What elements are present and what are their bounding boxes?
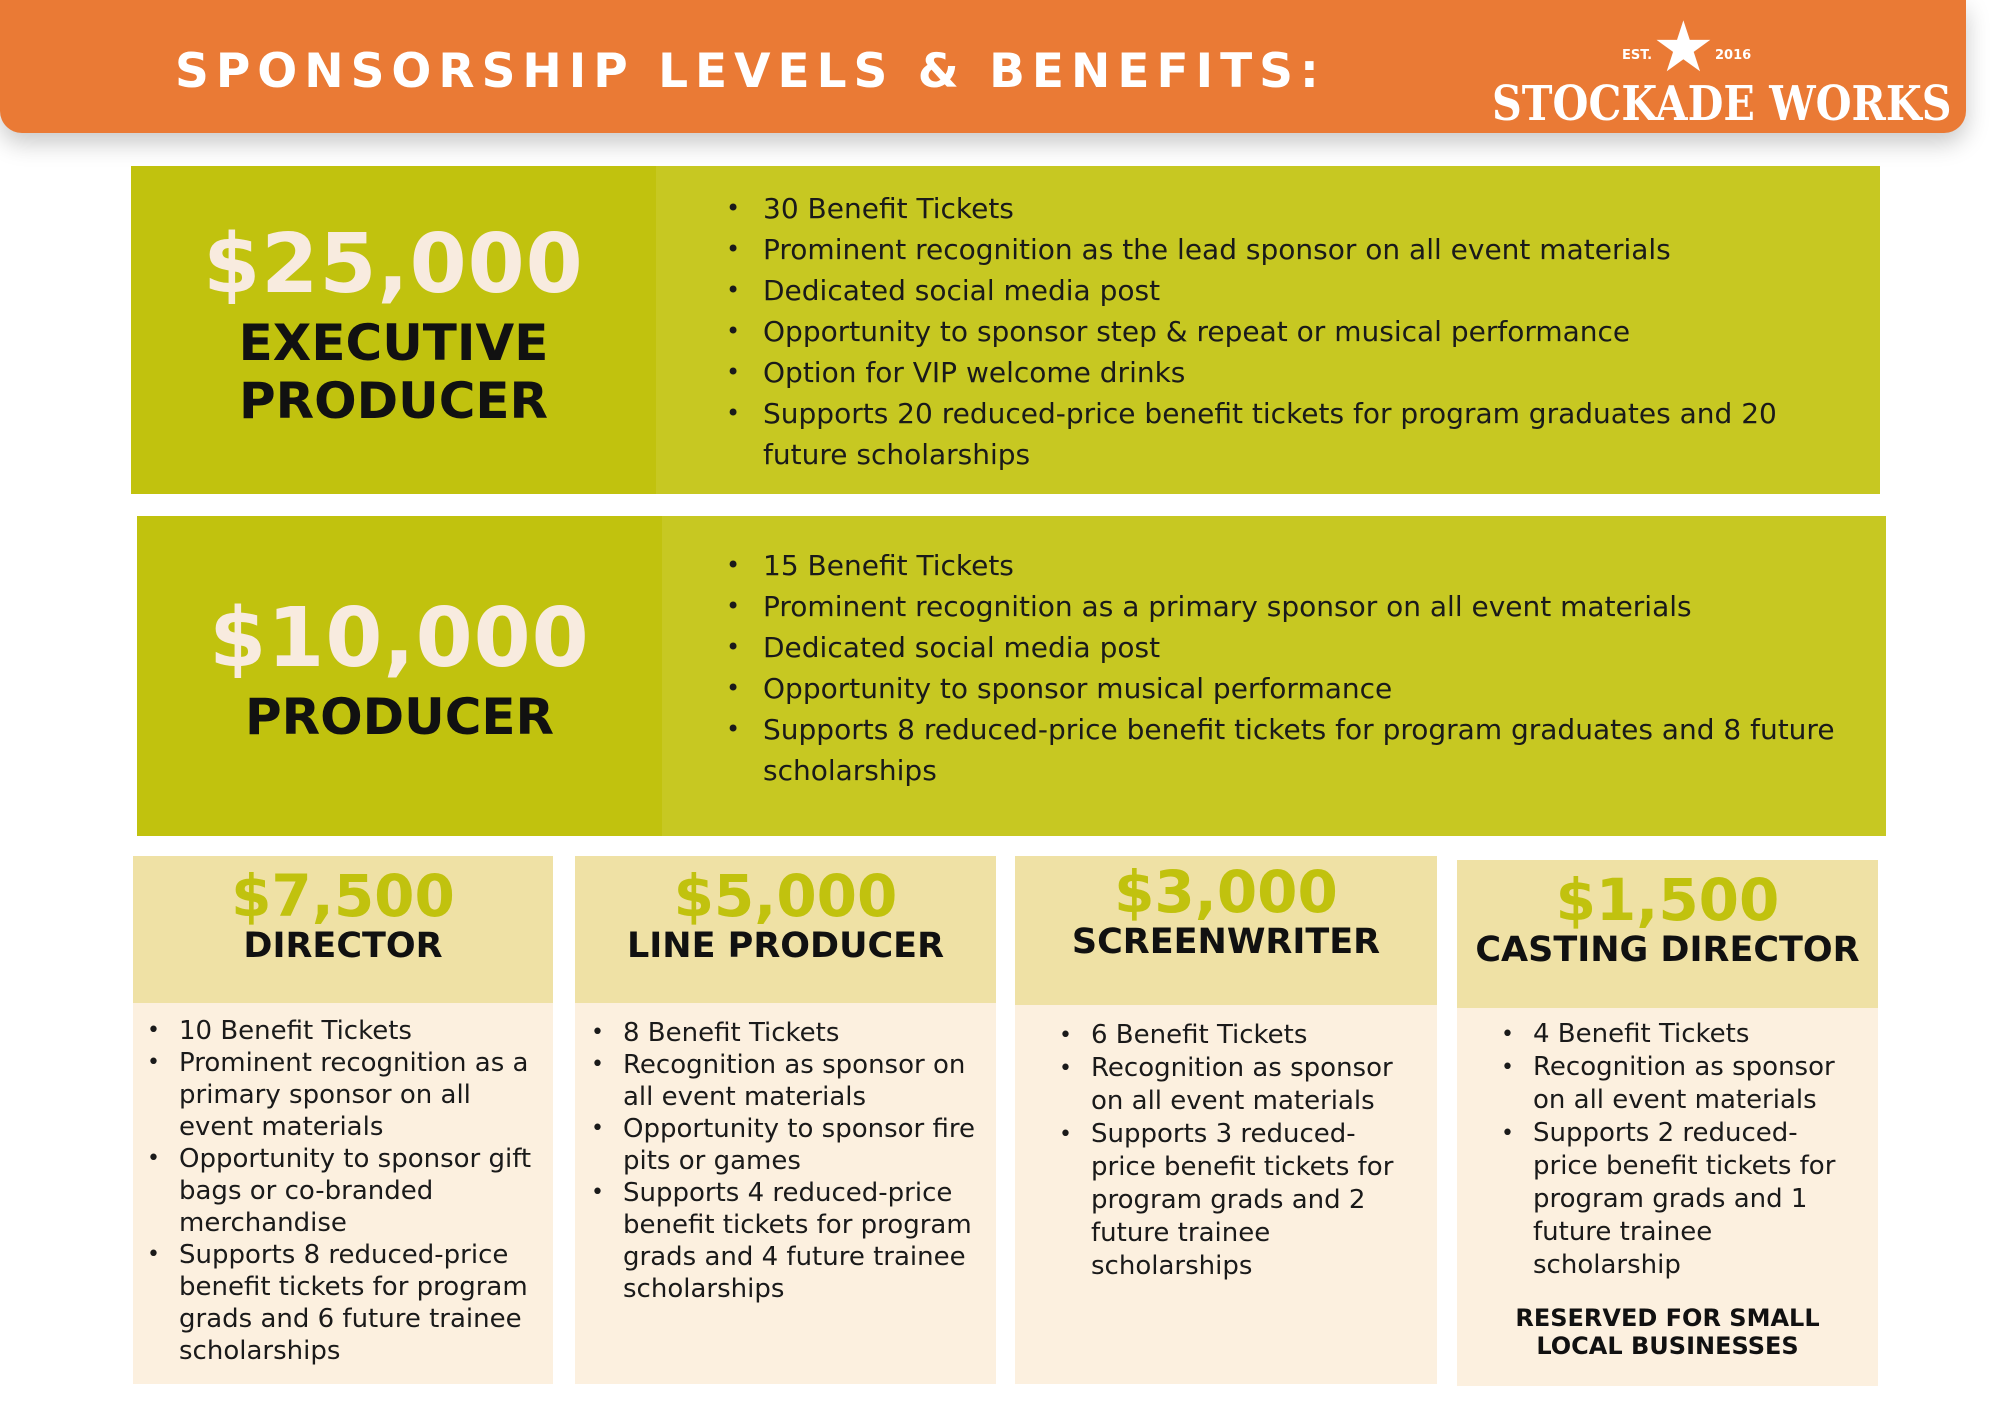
benefits-list: [726, 188, 1840, 475]
reserved-note: [1457, 1304, 1878, 1360]
tier-line-producer: [575, 856, 996, 1384]
tier-benefits-panel: [133, 1003, 553, 1384]
tier-level: PRODUCER: [244, 688, 555, 746]
tier-level: PRODUCER: [238, 372, 549, 430]
list-item: • Prominent recognition as a primary sponsor on all event materials: [147, 1047, 545, 1143]
list-item: • Opportunity to sponsor step & repeat or musical performance: [726, 311, 1840, 352]
list-item: • Opportunity to sponsor gift bags or co-branded merchandise: [147, 1143, 545, 1239]
list-item: • Recognition as sponsor on all event materials: [1059, 1052, 1417, 1118]
tier-heading: [1457, 860, 1878, 1008]
logo-name: STOCKADE WORKS: [1492, 76, 1952, 132]
tier-heading: [131, 166, 656, 494]
tier-screenwriter: [1015, 856, 1437, 1384]
list-item: • Supports 2 reduced-price benefit tickets for program grads and 1 future trainee scholarship: [1501, 1117, 1856, 1282]
tier-heading: [137, 516, 662, 836]
tier-producer: [137, 516, 1886, 836]
logo-year: 2016: [1715, 48, 1752, 63]
list-item: • Supports 8 reduced-price benefit tickets for program grads and 6 future trainee scholarships: [147, 1239, 545, 1367]
star-icon: ★: [1652, 6, 1715, 88]
list-item: • Recognition as sponsor on all event materials: [591, 1049, 988, 1113]
tier-benefits-panel: [662, 516, 1886, 836]
reserved-note-line: LOCAL BUSINESSES: [1536, 1332, 1799, 1360]
benefits-list: [1501, 1018, 1856, 1282]
list-item: • Prominent recognition as a primary sponsor on all event materials: [726, 586, 1846, 627]
list-item: • Option for VIP welcome drinks: [726, 352, 1840, 393]
list-item: • Supports 4 reduced-price benefit tickets for program grads and 4 future trainee scholarships: [591, 1177, 988, 1305]
list-item: • Dedicated social media post: [726, 627, 1846, 668]
tier-price: $5,000: [673, 862, 898, 930]
list-item: • Supports 20 reduced-price benefit tickets for program graduates and 20 future scholarships: [726, 393, 1840, 475]
tier-casting-director: [1457, 860, 1878, 1386]
tier-executive-producer: [131, 166, 1880, 494]
list-item: • 6 Benefit Tickets: [1059, 1019, 1417, 1052]
tier-director: [133, 856, 553, 1384]
benefits-list: [591, 1017, 988, 1305]
list-item: • Dedicated social media post: [726, 270, 1840, 311]
list-item: • 8 Benefit Tickets: [591, 1017, 988, 1049]
list-item: • 30 Benefit Tickets: [726, 188, 1840, 229]
tier-heading: [575, 856, 996, 1003]
reserved-note-line: RESERVED FOR SMALL: [1515, 1304, 1820, 1332]
tier-level: SCREENWRITER: [1071, 922, 1381, 962]
tier-benefits-panel: [1015, 1005, 1437, 1384]
tier-level: CASTING DIRECTOR: [1475, 930, 1860, 970]
list-item: • 10 Benefit Tickets: [147, 1015, 545, 1047]
list-item: • Supports 8 reduced-price benefit tickets for program graduates and 8 future scholarships: [726, 709, 1846, 791]
list-item: • Recognition as sponsor on all event materials: [1501, 1051, 1856, 1117]
list-item: • 4 Benefit Tickets: [1501, 1018, 1856, 1051]
tier-heading: [1015, 856, 1437, 1005]
list-item: • Opportunity to sponsor musical performance: [726, 668, 1846, 709]
tier-price: $3,000: [1114, 858, 1338, 926]
tier-level: LINE PRODUCER: [626, 926, 945, 966]
tier-price: $10,000: [209, 591, 590, 686]
tier-price: $7,500: [231, 862, 455, 930]
list-item: • Opportunity to sponsor fire pits or games: [591, 1113, 988, 1177]
header-banner: [0, 0, 1966, 133]
list-item: • 15 Benefit Tickets: [726, 545, 1846, 586]
tier-benefits-panel: [575, 1003, 996, 1384]
tier-benefits-panel: [1457, 1008, 1878, 1386]
benefits-list: [1059, 1019, 1417, 1283]
tier-level: DIRECTOR: [243, 926, 443, 966]
tier-benefits-panel: [656, 166, 1880, 494]
logo-est-label: EST.: [1622, 48, 1653, 63]
benefits-list: [726, 545, 1846, 791]
stockade-works-logo: [1470, 6, 1952, 132]
benefits-list: [147, 1015, 545, 1367]
list-item: • Supports 3 reduced-price benefit tickets for program grads and 2 future trainee scholarships: [1059, 1118, 1417, 1283]
tier-price: $1,500: [1555, 866, 1780, 934]
list-item: • Prominent recognition as the lead sponsor on all event materials: [726, 229, 1840, 270]
tier-level: EXECUTIVE: [238, 314, 549, 372]
tier-heading: [133, 856, 553, 1003]
page-title: SPONSORSHIP LEVELS & BENEFITS:: [175, 44, 1326, 99]
tier-price: $25,000: [203, 217, 584, 312]
